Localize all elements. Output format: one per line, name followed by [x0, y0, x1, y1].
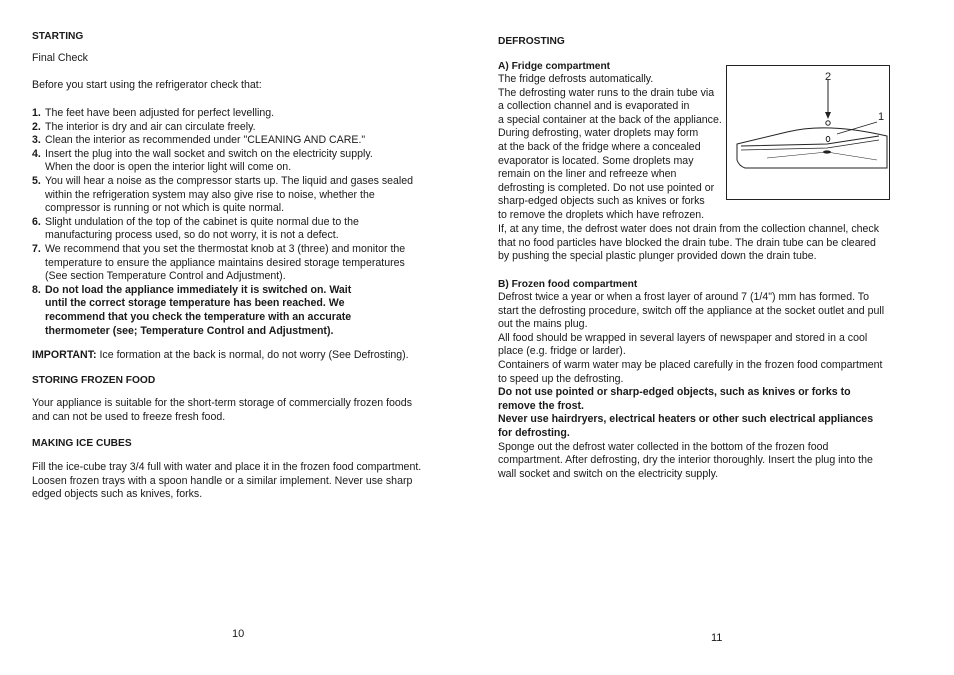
text-line: defrosting is completed. Do not use pointed or: [498, 181, 715, 194]
freezer-text-2: All food should be wrapped in several layers of newspaper and stored in a cool place (e.g. fridge or larder).: [498, 331, 868, 358]
freezer-text-3: Containers of warm water may be placed carefully in the frozen food compartment to speed up the defrosting.: [498, 358, 883, 385]
item-text: Insert the plug into the wall socket and switch on the electricity supply. When the door is open the interior light will come on.: [45, 147, 373, 174]
fridge-text-2: If, at any time, the defrost water does not drain from the collection channel, check that no food particles have blocked the drain tube. The drain tube can be cleared by pushing the special plastic plunger provided down the drain tube.: [498, 223, 879, 263]
item-number: 3.: [32, 134, 41, 147]
drain-channel-figure: [726, 65, 890, 200]
item-number: 4.: [32, 147, 41, 160]
list-item: [32, 243, 424, 284]
text-line: The defrosting water runs to the drain tube via: [498, 86, 715, 99]
page-number-left: 10: [232, 628, 245, 640]
check-list: [32, 107, 424, 338]
list-item: [32, 216, 390, 243]
page-number-right: 11: [711, 632, 723, 644]
storing-text: Your appliance is suitable for the short-term storage of commercially frozen foods and can not be used to freeze fresh food.: [32, 397, 412, 423]
freezer-heading: B) Frozen food compartment: [498, 279, 638, 290]
text-line: evaporator is located. Some droplets may: [498, 154, 694, 167]
freezer-section: [498, 291, 888, 481]
item-text: Slight undulation of the top of the cabinet is quite normal due to the manufacturing process used, so do not worry, it is not a defect.: [45, 215, 359, 242]
text-line: at the back of the fridge where a concealed: [498, 140, 701, 153]
item-text: We recommend that you set the thermostat knob at 3 (three) and monitor the temperature to ensure the appliance maintains desired storage temperatures (See section Temperature Control and Adjustment).: [45, 242, 406, 283]
ice-heading: MAKING ICE CUBES: [32, 438, 132, 449]
fridge-heading: A) Fridge compartment: [498, 61, 611, 72]
item-number: 2.: [32, 120, 41, 133]
list-item: [32, 134, 424, 148]
ice-text: Fill the ice-cube tray 3/4 full with water and place it in the frozen food compartment. Loosen frozen trays with a spoon handle or a similar implement. Never use sharp edged objects such as knives, forks.: [32, 461, 422, 501]
item-number: 1.: [32, 107, 41, 119]
item-number: 7.: [32, 242, 41, 255]
warning-text-2: Never use hairdryers, electrical heaters or other such electrical appliances for defrosting.: [498, 413, 874, 439]
important-text: Ice formation at the back is normal, do not worry (See Defrosting).: [96, 349, 409, 361]
item-number: 6.: [32, 215, 41, 228]
list-item: [32, 148, 390, 175]
list-item: [32, 284, 365, 338]
freezer-text-4: Sponge out the defrost water collected in the bottom of the frozen food compartment. After defrosting, dry the interior thoroughly. Insert the plug into the wall socket and switch on the electricity supply.: [498, 440, 873, 480]
final-check-label: Final Check: [32, 52, 88, 64]
text-line: sharp-edged objects such as knives or forks: [498, 195, 705, 208]
item-number: 8.: [32, 283, 41, 296]
item-text: You will hear a noise as the compressor starts up. The liquid and gases sealed within the refrigeration system may also give rise to noise, whether the compressor is running or not which is quite normal.: [45, 174, 414, 215]
text-line: a special container at the back of the appliance.: [498, 113, 722, 126]
list-item: [32, 175, 424, 216]
drain-channel-illustration: [727, 66, 889, 199]
item-text: The interior is dry and air can circulate freely.: [45, 120, 256, 133]
warning-text-1: Do not use pointed or sharp-edged objects, such as knives or forks to remove the frost.: [498, 386, 851, 412]
intro-text: Before you start using the refrigerator check that:: [32, 79, 262, 91]
item-text: Clean the interior as recommended under "CLEANING AND CARE.": [45, 134, 366, 147]
text-line: The fridge defrosts automatically.: [498, 73, 654, 85]
text-line: to remove the droplets which have refrozen.: [498, 208, 705, 221]
freezer-text-1: Defrost twice a year or when a frost layer of around 7 (1/4") mm has formed. To start the defrosting procedure, switch off the appliance at the socket outlet and pull out the mains plug.: [498, 291, 885, 331]
important-note: [32, 349, 424, 363]
item-text: The feet have been adjusted for perfect levelling.: [45, 107, 275, 119]
starting-heading: STARTING: [32, 31, 84, 42]
storing-heading: STORING FROZEN FOOD: [32, 375, 156, 386]
item-text: Do not load the appliance immediately it is switched on. Wait until the correct storage temperature has been reached. We recommend that you check the temperature with an accurate thermometer (see; Temperature Control and Adjustment).: [45, 283, 352, 337]
fridge-text: [498, 73, 738, 223]
list-item: [32, 121, 424, 135]
text-line: During defrosting, water droplets may form: [498, 127, 699, 140]
text-line: remain on the liner and refreeze when: [498, 168, 677, 181]
list-item: [32, 107, 424, 121]
text-line: a collection channel and is evaporated in: [498, 100, 690, 113]
figure-label-2: 2: [825, 71, 832, 83]
defrost-heading: DEFROSTING: [498, 36, 565, 47]
figure-label-1: 1: [878, 111, 885, 123]
important-label: IMPORTANT:: [32, 349, 97, 361]
item-number: 5.: [32, 174, 41, 187]
left-page: [32, 0, 424, 675]
